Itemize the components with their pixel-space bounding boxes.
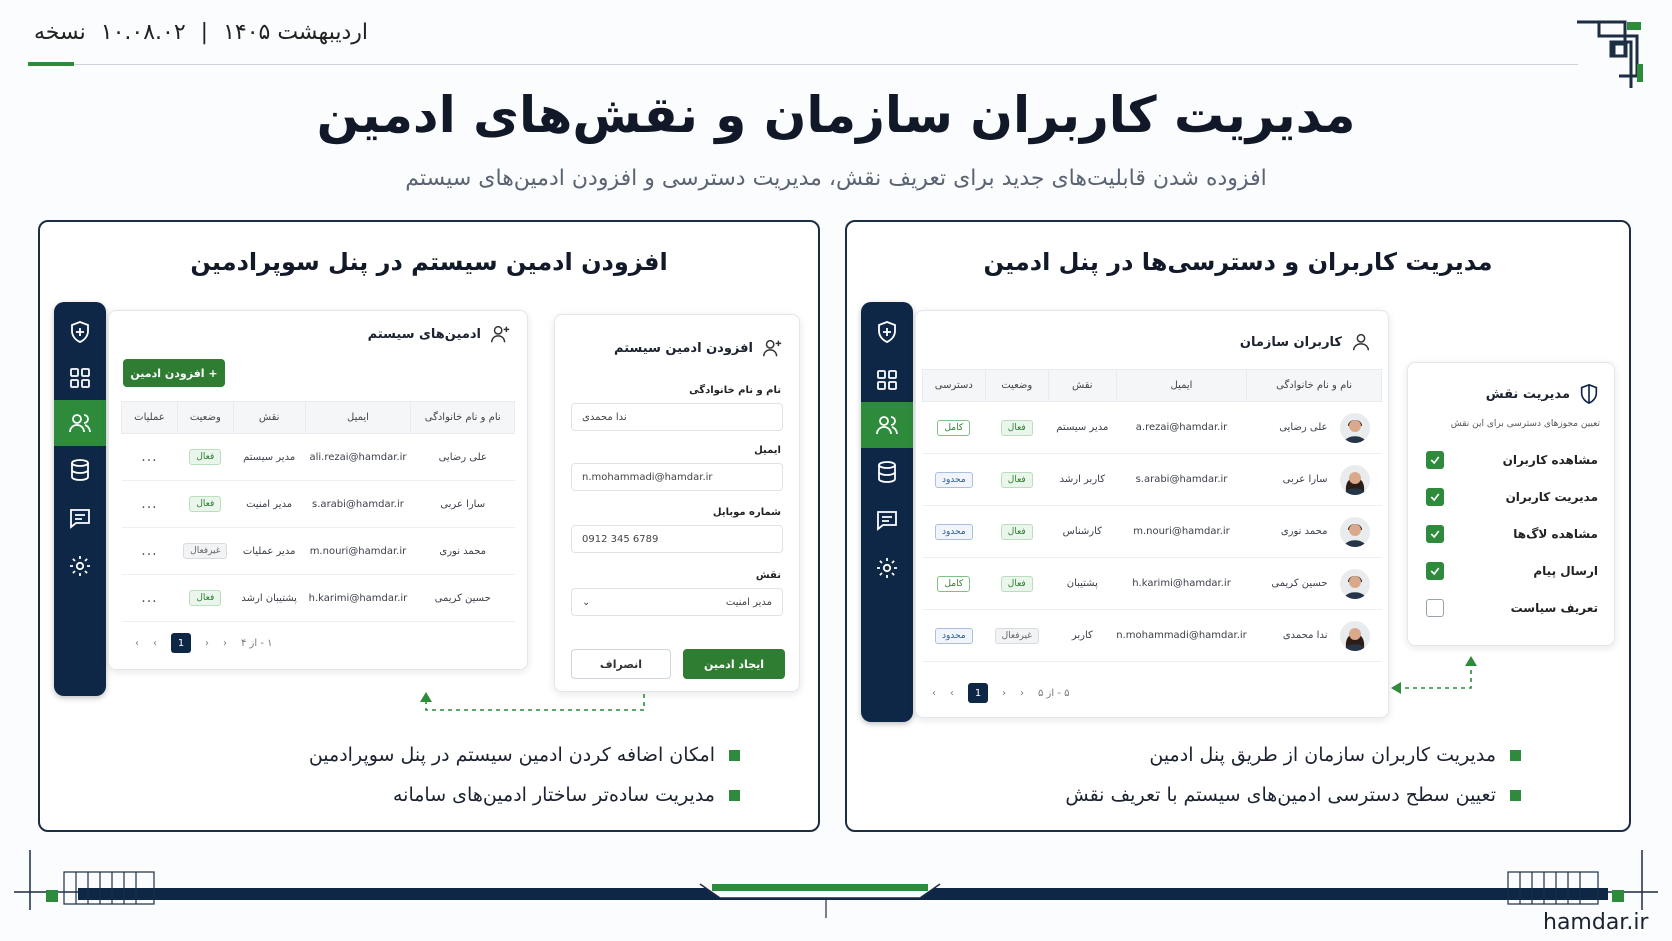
role-select-value: مدیر امنیت [725, 596, 772, 608]
cell-name: حسین کریمی [411, 575, 515, 622]
table-row[interactable] [923, 610, 1382, 662]
separator: | [200, 20, 209, 45]
cell-name: محمد نوری [411, 528, 515, 575]
site-url[interactable]: hamdar.ir [1543, 910, 1649, 935]
page-subtitle: افزوده شدن قابلیت‌های جدید برای تعریف نقش، مدیریت دسترسی و افزودن ادمین‌های سیستم [405, 166, 1267, 191]
version-line [30, 20, 372, 45]
table-row[interactable] [122, 434, 515, 481]
avatar [1340, 517, 1370, 547]
right-feature-card [845, 220, 1631, 832]
role-select[interactable] [571, 588, 783, 616]
bullet-marker [1510, 790, 1521, 801]
row-actions-menu[interactable]: ... [141, 496, 158, 512]
permission-row [1426, 560, 1598, 582]
access-badge: محدود [935, 524, 973, 540]
table-row[interactable] [122, 528, 515, 575]
add-admin-form [554, 314, 800, 692]
add-admin-button[interactable]: + افزودن ادمین [123, 359, 225, 387]
cell-email: n.mohammadi@hamdar.ir [1116, 610, 1247, 662]
col-actions: عملیات [122, 402, 178, 434]
permission-label: تعریف سیاست [1510, 601, 1598, 615]
checkbox-checked-icon[interactable] [1426, 451, 1444, 469]
right-bullet-2: تعیین سطح دسترسی ادمین‌های سیستم با تعریف نقش [1065, 784, 1521, 806]
message-icon[interactable] [54, 496, 106, 540]
status-badge: فعال [1001, 576, 1033, 592]
cell-name: محمد نوری [1280, 526, 1328, 537]
right-admin-sidebar [861, 302, 913, 722]
cell-role: مدیر عملیات [233, 528, 305, 575]
page-title: مدیریت کاربران سازمان و نقش‌های ادمین [316, 86, 1356, 144]
email-label: ایمیل [754, 445, 781, 456]
email-field[interactable]: n.mohammadi@hamdar.ir [571, 463, 783, 491]
role-management-panel [1407, 362, 1615, 646]
mobile-field[interactable]: 0912 345 6789 [571, 525, 783, 553]
avatar [1340, 413, 1370, 443]
connector-arrow-icon [1387, 654, 1487, 696]
add-admin-form-heading: افزودن ادمین سیستم [614, 337, 783, 359]
create-admin-button[interactable]: ایجاد ادمین [683, 649, 785, 679]
current-page[interactable]: 1 [171, 633, 191, 653]
cell-role: کاربر [1048, 610, 1116, 662]
cell-role: کارشناس [1048, 506, 1116, 558]
status-badge: فعال [1001, 420, 1033, 436]
prev-page-icon[interactable]: ‹ [153, 637, 157, 649]
status-badge: فعال [189, 449, 221, 465]
col-role: نقش [233, 402, 305, 434]
left-feature-card [38, 220, 820, 832]
right-bullet-1: مدیریت کاربران سازمان از طریق پنل ادمین [1149, 744, 1521, 766]
mobile-label: شماره موبایل [712, 507, 781, 518]
col-access: دسترسی [923, 370, 986, 402]
role-label: نقش [755, 570, 781, 581]
permission-row [1426, 523, 1598, 545]
col-email: ایمیل [1116, 370, 1247, 402]
table-row[interactable] [122, 575, 515, 622]
left-bullet-2: مدیریت ساده‌تر ساختار ادمین‌های سامانه [393, 784, 740, 806]
permission-row [1426, 449, 1598, 471]
cell-email: a.rezai@hamdar.ir [1116, 402, 1247, 454]
prev-page-icon[interactable]: ‹ [950, 687, 954, 699]
permission-row [1426, 486, 1598, 508]
cell-email: s.arabi@hamdar.ir [1116, 454, 1247, 506]
row-actions-menu[interactable]: ... [141, 449, 158, 465]
access-badge: کامل [937, 576, 970, 592]
table-row[interactable] [923, 402, 1382, 454]
next-page-icon[interactable]: › [1002, 687, 1006, 699]
permission-label: مشاهده کاربران [1502, 453, 1598, 467]
col-role: نقش [1048, 370, 1116, 402]
access-badge: محدود [935, 628, 973, 644]
users-icon[interactable] [54, 400, 106, 446]
cell-name: ندا محمدی [1282, 630, 1328, 641]
users-pager [932, 683, 1070, 703]
chevron-down-icon: ⌄ [582, 596, 591, 608]
col-name: نام و نام خانوادگی [1247, 370, 1382, 402]
org-users-heading: کاربران سازمان [1240, 331, 1372, 353]
database-icon[interactable] [861, 450, 913, 494]
last-page-icon[interactable]: › [1020, 687, 1024, 699]
checkbox-checked-icon[interactable] [1426, 488, 1444, 506]
permission-label: مدیریت کاربران [1505, 490, 1598, 504]
cell-email: ali.rezai@hamdar.ir [305, 434, 411, 481]
system-admins-heading: ادمین‌های سیستم [368, 323, 511, 345]
page-range: ۵ - از ۵ [1038, 687, 1070, 699]
cell-role: پشتیبان ارشد [233, 575, 305, 622]
avatar [1340, 621, 1370, 651]
left-card-title: افزودن ادمین سیستم در پنل سوپرادمین [190, 248, 668, 276]
checkbox-checked-icon[interactable] [1426, 562, 1444, 580]
shield-icon [1578, 383, 1600, 405]
footer-decoration [0, 850, 1672, 920]
cell-name: سارا عربی [411, 481, 515, 528]
row-actions-menu[interactable]: ... [141, 590, 158, 606]
gear-icon[interactable] [54, 544, 106, 588]
table-row[interactable] [923, 506, 1382, 558]
database-icon[interactable] [54, 448, 106, 492]
user-plus-icon [489, 323, 511, 345]
left-bullet-1: امکان اضافه کردن ادمین سیستم در پنل سوپرادمین [309, 744, 740, 766]
org-users-table [922, 369, 1382, 662]
role-panel-description: تعیین مجوزهای دسترسی برای این نقش [1450, 419, 1600, 429]
user-plus-icon [761, 337, 783, 359]
header-divider-accent [28, 62, 74, 66]
avatar [1340, 569, 1370, 599]
version-label: نسخه [34, 20, 86, 45]
permission-row [1426, 597, 1598, 619]
admins-pager [135, 633, 273, 653]
last-page-icon[interactable]: › [223, 637, 227, 649]
col-status: وضعیت [985, 370, 1048, 402]
cell-name: حسین کریمی [1271, 578, 1328, 589]
admins-table [121, 401, 515, 622]
row-actions-menu[interactable]: ... [141, 543, 158, 559]
user-icon [1350, 331, 1372, 353]
cell-name: علی رضایی [1279, 422, 1328, 433]
cell-email: h.karimi@hamdar.ir [1116, 558, 1247, 610]
bullet-marker [1510, 750, 1521, 761]
name-field[interactable]: ندا محمدی [571, 403, 783, 431]
status-badge: غیرفعال [995, 628, 1039, 644]
col-status: وضعیت [177, 402, 233, 434]
gear-icon[interactable] [861, 546, 913, 590]
access-badge: محدود [935, 472, 973, 488]
cell-email: h.karimi@hamdar.ir [305, 575, 411, 622]
cell-email: m.nouri@hamdar.ir [305, 528, 411, 575]
status-badge: غیرفعال [183, 543, 227, 559]
permission-label: مشاهده لاگ‌ها [1513, 527, 1598, 541]
brand-logo-icon [1575, 18, 1647, 90]
cell-email: s.arabi@hamdar.ir [305, 481, 411, 528]
header-divider [28, 64, 1578, 65]
bullet-marker [729, 750, 740, 761]
version-number: ۱۰.۰۸.۰۲ [100, 20, 186, 45]
table-row[interactable] [122, 481, 515, 528]
table-row[interactable] [923, 454, 1382, 506]
system-admins-panel [108, 310, 528, 670]
cell-role: پشتیبان [1048, 558, 1116, 610]
shield-icon[interactable] [54, 310, 106, 354]
access-badge: کامل [937, 420, 970, 436]
right-card-title: مدیریت کاربران و دسترسی‌ها در پنل ادمین [983, 248, 1493, 276]
role-panel-heading: مدیریت نقش [1486, 383, 1600, 405]
org-users-panel [915, 310, 1389, 718]
cancel-button[interactable]: انصراف [571, 649, 671, 679]
checkbox-checked-icon[interactable] [1426, 525, 1444, 543]
connector-arrow-icon [400, 692, 650, 732]
cell-role: کاربر ارشد [1048, 454, 1116, 506]
cell-role: مدیر سیستم [233, 434, 305, 481]
first-page-icon[interactable]: ‹ [932, 687, 936, 699]
col-email: ایمیل [305, 402, 411, 434]
status-badge: فعال [1001, 524, 1033, 540]
next-page-icon[interactable]: › [205, 637, 209, 649]
status-badge: فعال [1001, 472, 1033, 488]
table-row[interactable] [923, 558, 1382, 610]
current-page[interactable]: 1 [968, 683, 988, 703]
checkbox-unchecked-icon[interactable] [1426, 599, 1444, 617]
cell-name: سارا عربی [1282, 474, 1328, 485]
cell-role: مدیر امنیت [233, 481, 305, 528]
grid-icon[interactable] [861, 358, 913, 402]
shield-icon[interactable] [861, 310, 913, 354]
cell-name: علی رضایی [411, 434, 515, 481]
col-name: نام و نام خانوادگی [411, 402, 515, 434]
status-badge: فعال [189, 496, 221, 512]
status-badge: فعال [189, 590, 221, 606]
permission-label: ارسال پیام [1533, 564, 1598, 578]
users-icon[interactable] [861, 402, 913, 448]
first-page-icon[interactable]: ‹ [135, 637, 139, 649]
grid-icon[interactable] [54, 356, 106, 400]
name-label: نام و نام خانوادگی [689, 385, 781, 396]
message-icon[interactable] [861, 498, 913, 542]
cell-email: m.nouri@hamdar.ir [1116, 506, 1247, 558]
avatar [1340, 465, 1370, 495]
release-date: اردیبهشت ۱۴۰۵ [223, 20, 368, 45]
bullet-marker [729, 790, 740, 801]
left-admin-sidebar [54, 302, 106, 696]
page-range: ۱ - از ۴ [241, 637, 273, 649]
cell-role: مدیر سیستم [1048, 402, 1116, 454]
